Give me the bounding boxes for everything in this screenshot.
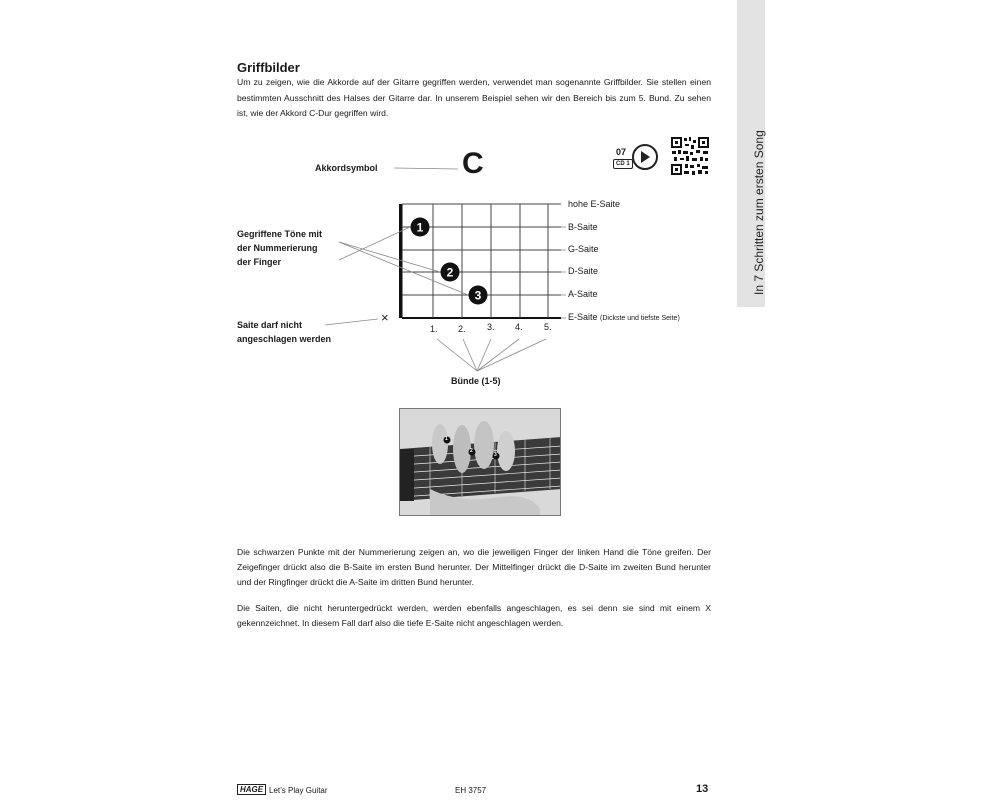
footer-code: EH 3757 bbox=[455, 786, 487, 795]
publisher-logo: HAGE bbox=[237, 784, 266, 795]
svg-text:1: 1 bbox=[416, 220, 424, 235]
fret-number: 4. bbox=[515, 322, 523, 332]
akkordsymbol-label: Akkordsymbol bbox=[315, 163, 378, 173]
svg-text:3: 3 bbox=[474, 288, 482, 303]
photo-finger-mark: 2 bbox=[470, 448, 473, 454]
finger-dot bbox=[441, 263, 460, 282]
photo-finger-mark: 3 bbox=[494, 452, 497, 458]
page-number: 13 bbox=[696, 783, 709, 795]
fret-number: 5. bbox=[544, 322, 552, 332]
photo-finger-mark: 1 bbox=[445, 436, 448, 442]
side-tab-label: In 7 Schritten zum ersten Song bbox=[752, 130, 766, 295]
footer-title: Let’s Play Guitar bbox=[269, 786, 328, 795]
svg-text:2: 2 bbox=[446, 265, 454, 280]
mute-x-icon: × bbox=[381, 310, 389, 325]
finger-dot bbox=[469, 286, 488, 305]
string-label: B-Saite bbox=[568, 222, 598, 232]
fret-number: 1. bbox=[430, 324, 438, 334]
frets-caption: Bünde (1-5) bbox=[451, 376, 501, 386]
muted-string-label: Saite darf nicht angeschlagen werden bbox=[237, 320, 332, 344]
body-paragraph: Die Saiten, die nicht heruntergedrückt werden, werden ebenfalls angeschlagen, es sei denn sie sind mit einem X gekennzeichnet. In diesem Fall darf also die tiefe E-Saite nicht angeschlagen werden. bbox=[237, 603, 711, 628]
section-heading: Griffbilder bbox=[237, 60, 300, 75]
fret-number: 3. bbox=[487, 322, 495, 332]
hand-photo bbox=[399, 408, 561, 516]
body-paragraph: Die schwarzen Punkte mit der Nummerierung zeigen an, wo die jeweiligen Finger der linken Hand die Töne greifen. Der Zeigefinger drückt also die B-Saite im ersten Bund herunter. Der Mittelfinger drückt die D-Saite im zweiten Bund herunter und der Ringfinger drückt die A-Saite im dritten Bund herunter. bbox=[237, 547, 711, 587]
intro-paragraph: Um zu zeigen, wie die Akkorde auf der Gitarre gegriffen werden, verwendet man sogenannte Griffbilder. Sie stellen einen bestimmten Ausschnitt des Halses der Gitarre dar. In unserem Beispiel sehen wir den Bereich bis zum 5. Bund. Zu sehen ist, wie der Akkord C-Dur gegriffen wird. bbox=[237, 77, 711, 118]
chord-symbol: C bbox=[462, 147, 484, 180]
track-number: 07 bbox=[616, 147, 627, 157]
string-label: E-Saite (Dickste und tiefste Seite) bbox=[568, 312, 680, 322]
fret-lines bbox=[433, 204, 548, 318]
string-label: A-Saite bbox=[568, 289, 598, 299]
cd-badge: CD 1 bbox=[613, 159, 633, 169]
finger-dot bbox=[411, 218, 430, 237]
string-label: G-Saite bbox=[568, 244, 599, 254]
fingered-tones-label: Gegriffene Töne mit der Nummerierung der Finger bbox=[237, 229, 323, 267]
fret-number: 2. bbox=[458, 324, 466, 334]
string-label: D-Saite bbox=[568, 266, 599, 276]
string-label: hohe E-Saite bbox=[568, 199, 621, 209]
